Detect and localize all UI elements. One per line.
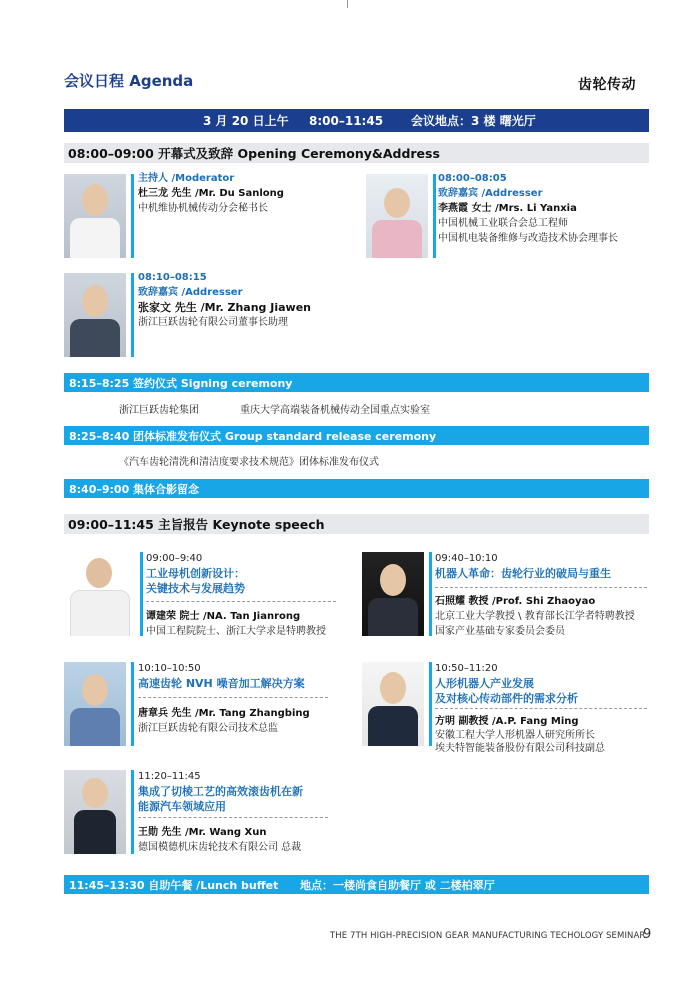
standard-bar	[64, 426, 649, 445]
keynote-speaker-tang	[138, 706, 310, 736]
lunch-venue: 地点：一楼尚食自助餐厅 或 二楼柏翠厅	[300, 878, 495, 892]
lunch-bar	[64, 875, 649, 894]
speaker-info-zhang	[138, 270, 311, 330]
speaker-name: 王勋 先生 /Mr. Wang Xun	[138, 827, 267, 838]
accent-line	[433, 174, 436, 258]
accent-line	[131, 174, 134, 258]
group-photo-label: 8:40–9:00 集体合影留念	[69, 482, 200, 496]
keynote-title: 集成了切棱工艺的高效滚齿机在新	[138, 785, 303, 798]
speaker-time: 08:10–08:15	[138, 272, 207, 283]
speaker-affiliation: 国家产业基础专家委员会委员	[435, 626, 565, 637]
speaker-affiliation: 德国模德机床齿轮技术有限公司 总裁	[138, 842, 302, 853]
accent-line	[429, 552, 432, 636]
speaker-photo-zhang	[64, 273, 126, 357]
divider	[138, 817, 328, 818]
keynote-title: 高速齿轮 NVH 噪音加工解决方案	[138, 677, 305, 690]
speaker-affiliation: 中国工程院院士、浙江大学求是特聘教授	[146, 626, 326, 637]
speaker-info-du	[138, 171, 284, 216]
keynote-info-wang	[138, 769, 303, 814]
speaker-photo-li	[366, 174, 428, 258]
divider	[435, 708, 647, 709]
date-bar	[64, 109, 649, 132]
accent-line	[131, 662, 134, 746]
accent-line	[140, 552, 143, 636]
page-title: 会议日程 Agenda	[64, 72, 194, 90]
speaker-photo-du	[64, 174, 126, 258]
keynote-photo-wang	[64, 770, 126, 854]
speaker-name: 石照耀 教授 /Prof. Shi Zhaoyao	[435, 596, 596, 607]
signing-party-2: 重庆大学高端装备机械传动全国重点实验室	[240, 405, 430, 416]
speaker-affiliation: 浙江巨跃齿轮有限公司技术总监	[138, 723, 278, 734]
speaker-affiliation: 中国机械工业联合会总工程师	[438, 218, 568, 229]
speaker-affiliation: 中国机电装备维修与改造技术协会理事长	[438, 233, 618, 244]
accent-line	[131, 273, 134, 357]
keynote-title: 及对核心传动部件的需求分析	[435, 692, 578, 705]
footer-seminar-name: THE 7TH HIGH-PRECISION GEAR MANUFACTURING TECHOLOGY SEMINAR	[330, 931, 646, 941]
speaker-name: 谭建荣 院士 /NA. Tan Jianrong	[146, 611, 301, 622]
keynote-photo-shi	[362, 552, 424, 636]
standard-label: 8:25–8:40 团体标准发布仪式 Group standard release ceremony	[69, 429, 437, 443]
keynote-info-tang	[138, 661, 305, 691]
speaker-name: 杜三龙 先生 /Mr. Du Sanlong	[138, 188, 284, 199]
keynote-info-shi	[435, 551, 611, 581]
divider	[146, 601, 336, 602]
keynote-time: 11:20–11:45	[138, 771, 201, 782]
accent-line	[429, 662, 432, 746]
keynote-info-tan	[146, 551, 245, 596]
keynote-photo-fang	[362, 662, 424, 746]
keynote-speaker-fang	[435, 714, 605, 755]
keynote-time: 09:40–10:10	[435, 553, 498, 564]
keynote-title: 能源汽车领域应用	[138, 800, 226, 813]
speaker-affiliation: 北京工业大学教授 \ 教育部长江学者特聘教授	[435, 611, 635, 622]
speaker-info-li	[438, 171, 618, 246]
speaker-affiliation: 中机维协机械传动分会秘书长	[138, 203, 268, 214]
speaker-role: 致辞嘉宾 /Addresser	[438, 188, 543, 199]
keynote-speaker-tan	[146, 609, 326, 639]
keynote-time: 09:00–9:40	[146, 553, 203, 564]
lunch-label: 11:45–13:30 自助午餐 /Lunch buffet	[69, 878, 279, 892]
speaker-affiliation: 浙江巨跃齿轮有限公司董事长助理	[138, 317, 288, 328]
keynote-photo-tang	[64, 662, 126, 746]
signing-label: 8:15–8:25 签约仪式 Signing ceremony	[69, 376, 293, 390]
accent-line	[131, 770, 134, 854]
keynote-time: 10:10–10:50	[138, 663, 201, 674]
section-opening-label: 08:00–09:00 开幕式及致辞 Opening Ceremony&Address	[68, 146, 440, 161]
keynote-speaker-shi	[435, 594, 635, 639]
keynote-info-fang	[435, 661, 578, 706]
divider	[138, 697, 328, 698]
speaker-name: 方明 副教授 /A.P. Fang Ming	[435, 716, 579, 727]
date-label: 3 月 20 日上午	[203, 114, 289, 128]
speaker-role: 主持人 /Moderator	[138, 173, 235, 184]
section-opening-header	[64, 143, 649, 163]
speaker-affiliation: 埃夫特智能装备股份有限公司科技副总	[435, 743, 605, 754]
crop-mark	[347, 0, 348, 8]
speaker-role: 致辞嘉宾 /Addresser	[138, 287, 243, 298]
keynote-title: 人形机器人产业发展	[435, 677, 534, 690]
time-label: 8:00–11:45	[309, 113, 384, 128]
section-keynote-label: 09:00–11:45 主旨报告 Keynote speech	[68, 517, 325, 532]
speaker-name: 李燕霞 女士 /Mrs. Li Yanxia	[438, 203, 577, 214]
keynote-speaker-wang	[138, 825, 301, 855]
signing-bar	[64, 373, 649, 392]
speaker-name: 张家文 先生 /Mr. Zhang Jiawen	[138, 301, 311, 314]
keynote-title: 机器人革命：齿轮行业的破局与重生	[435, 567, 611, 580]
keynote-title: 工业母机创新设计：	[146, 567, 245, 580]
group-photo-bar	[64, 479, 649, 498]
section-keynote-header	[64, 514, 649, 534]
keynote-photo-tan	[64, 552, 134, 636]
keynote-time: 10:50–11:20	[435, 663, 498, 674]
keynote-title: 关键技术与发展趋势	[146, 582, 245, 595]
divider	[435, 587, 647, 588]
speaker-affiliation: 安徽工程大学人形机器人研究所所长	[435, 730, 595, 741]
venue-label: 会议地点：3 楼 曙光厅	[411, 114, 536, 128]
standard-text: 《汽车齿轮清洗和清洁度要求技术规范》团体标准发布仪式	[119, 457, 379, 468]
brand-logo: 齿轮传动	[578, 77, 636, 93]
page-number: 9	[643, 927, 652, 942]
signing-party-1: 浙江巨跃齿轮集团	[119, 405, 199, 416]
speaker-time: 08:00–08:05	[438, 173, 507, 184]
speaker-name: 唐章兵 先生 /Mr. Tang Zhangbing	[138, 708, 310, 719]
